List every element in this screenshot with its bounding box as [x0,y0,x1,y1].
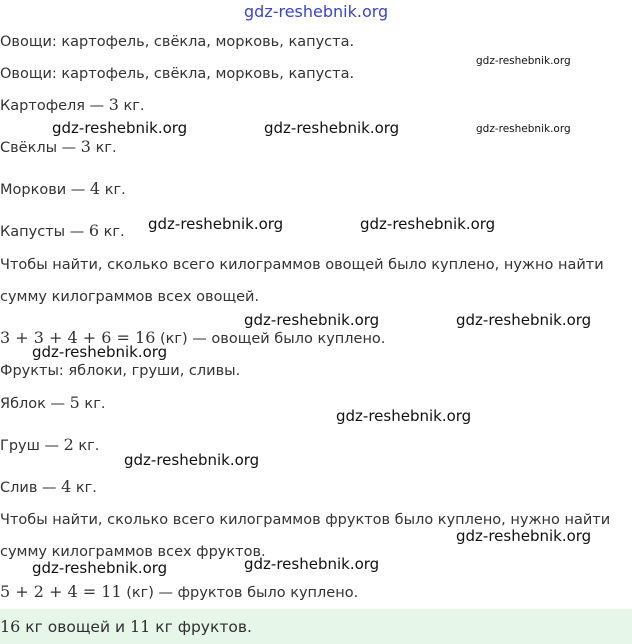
cabbage-value: 6 [88,221,100,240]
plum-line [0,477,97,498]
watermark: gdz-reshebnik.org [244,311,380,329]
pear-value: 2 [63,435,74,454]
watermark: gdz-reshebnik.org [456,311,592,329]
fruits-explanation-line-2: сумму килограммов всех фруктов. [0,544,266,560]
apple-line [0,393,105,414]
vegetables-formula-expression: 3 + 3 + 4 + 6 = 16 [0,328,156,347]
apple-unit: кг. [79,396,106,412]
watermark: gdz-reshebnik.org [52,119,188,137]
apple-label: Яблок — [0,396,70,412]
carrot-value: 4 [89,179,101,198]
watermark: gdz-reshebnik.org [32,559,168,577]
answer-bar [0,609,632,644]
watermark: gdz-reshebnik.org [476,55,571,67]
vegetables-explanation-line-2: сумму килограммов всех овощей. [0,289,260,305]
pear-line [0,435,99,456]
potato-unit: кг. [118,98,145,114]
fruits-formula [0,582,358,603]
beet-unit: кг. [90,140,117,156]
watermark: gdz-reshebnik.org [264,119,400,137]
fruits-formula-expression: 5 + 2 + 4 = 11 [0,582,122,601]
pear-label: Груш — [0,438,64,454]
beet-value: 3 [80,137,91,156]
answer-fruits-value: 11 [129,617,151,636]
potato-label: Картофеля — [0,98,109,114]
watermark: gdz-reshebnik.org [336,407,472,425]
answer-vegetables-value: 16 [0,617,21,636]
watermark: gdz-reshebnik.org [32,343,168,361]
answer-text [0,617,252,637]
beet-label: Свёклы — [0,140,81,156]
watermark: gdz-reshebnik.org [124,451,260,469]
carrot-label: Моркови — [0,182,90,198]
watermark: gdz-reshebnik.org [244,2,389,21]
cabbage-unit: кг. [99,224,125,240]
fruits-explanation-line-1: Чтобы найти, сколько всего килограммов фруктов было куплено, нужно найти [0,512,611,528]
potato-line [0,95,145,116]
watermark: gdz-reshebnik.org [148,215,284,233]
fruits-formula-tail: (кг) — фруктов было куплено. [121,585,359,601]
answer-fruits-text: кг фруктов. [150,618,252,636]
beet-line [0,137,117,158]
pear-unit: кг. [73,438,100,454]
vegetables-list-line-repeat: Овощи: картофель, свёкла, морковь, капуста. [0,66,355,82]
watermark: gdz-reshebnik.org [476,123,571,135]
cabbage-label: Капусты — [0,224,89,240]
carrot-unit: кг. [100,182,126,198]
cabbage-line [0,221,125,242]
vegetables-list-line: Овощи: картофель, свёкла, морковь, капуста. [0,34,355,50]
answer-vegetables-text: кг овощей и [20,618,130,636]
watermark: gdz-reshebnik.org [360,215,496,233]
plum-value: 4 [61,477,72,496]
vegetables-explanation-line-1: Чтобы найти, сколько всего килограммов овощей было куплено, нужно найти [0,257,604,273]
carrot-line [0,179,126,200]
watermark: gdz-reshebnik.org [244,555,380,573]
vegetables-formula-tail: (кг) — овощей было куплено. [155,331,386,347]
apple-value: 5 [69,393,80,412]
watermark: gdz-reshebnik.org [456,527,592,545]
plum-unit: кг. [71,480,97,496]
potato-value: 3 [108,95,119,114]
fruits-list-line: Фрукты: яблоки, груши, сливы. [0,363,241,379]
plum-label: Слив — [0,480,62,496]
